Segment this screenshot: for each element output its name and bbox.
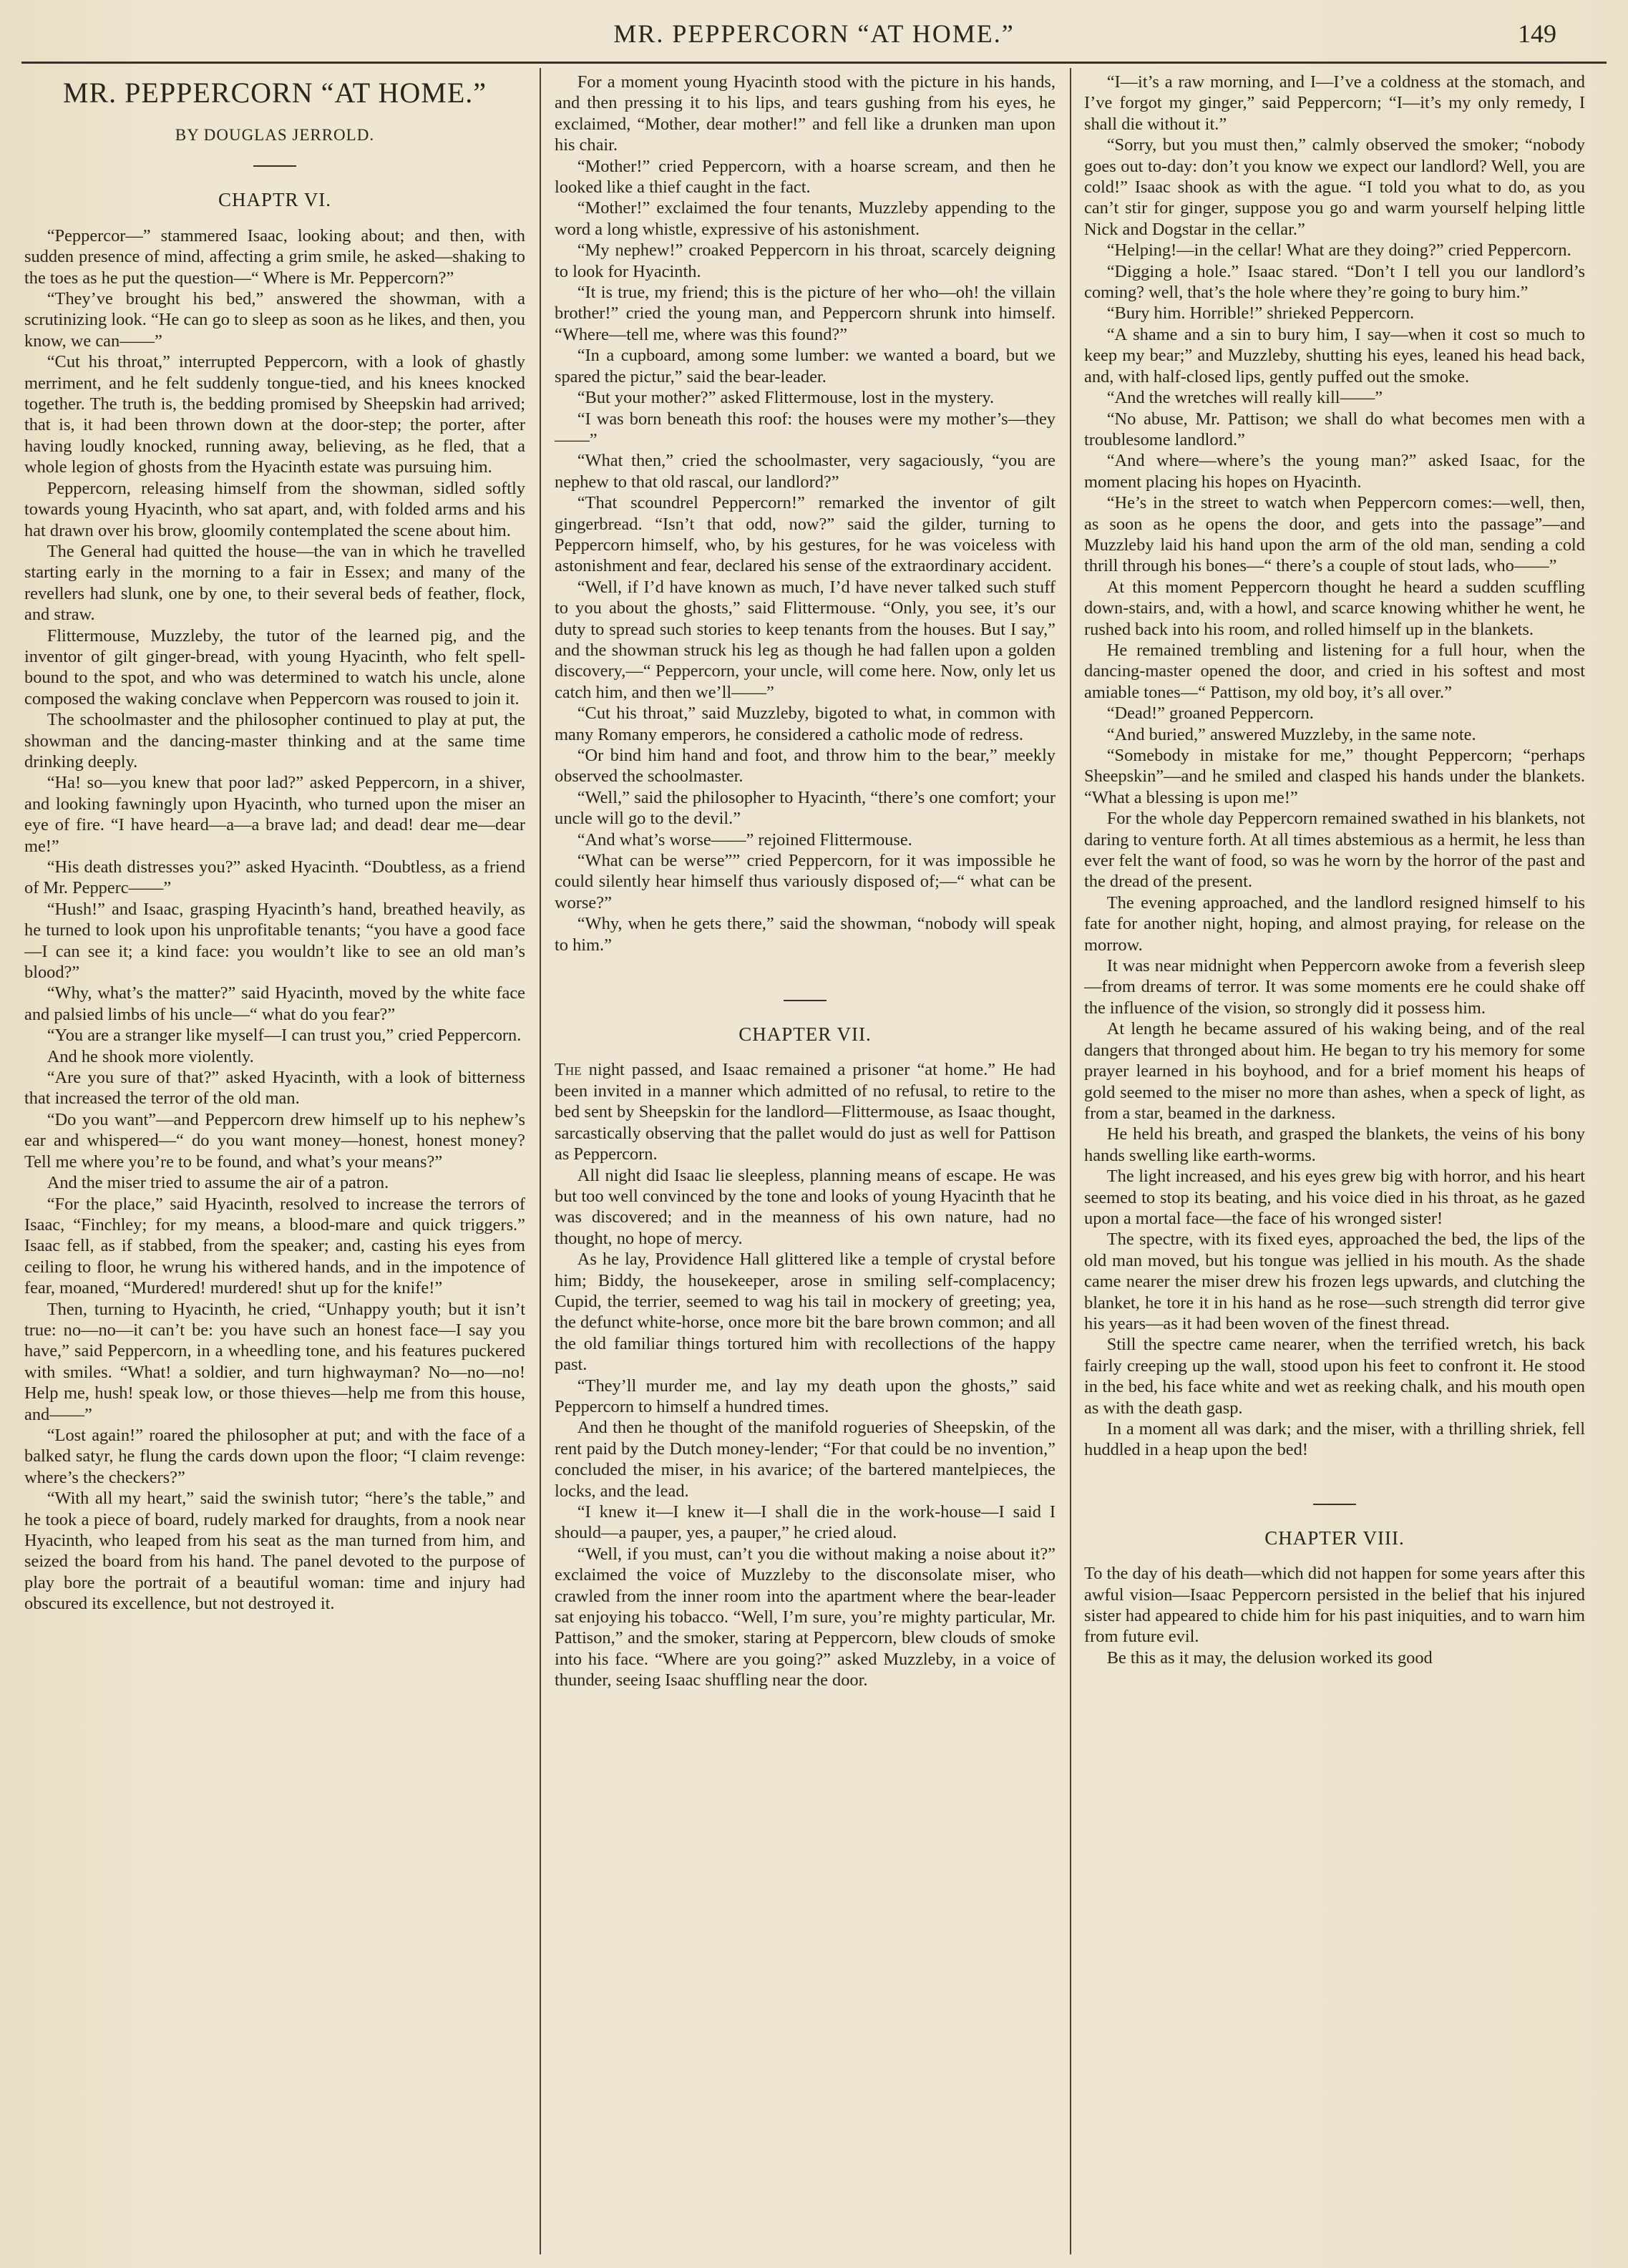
paragraph: “No abuse, Mr. Pattison; we shall do what becomes men with a troublesome landlord.” — [1084, 409, 1585, 449]
running-title: MR. PEPPERCORN “AT HOME.” — [613, 19, 1015, 48]
paragraph: “Ha! so—you knew that poor lad?” asked Peppercorn, in a shiver, and looking fawningly upon Hyacinth, who turned upon the miser an eye of fire. “I have heard—a—a brave lad; and dead! dear me—dear me!” — [24, 773, 525, 856]
paragraph: To the day of his death—which did not happen for some years after this awful vision—Isaac Peppercorn persisted in the belief that his injured sister had appeared to chide him for his past iniquities, and to warn him from future evil. — [1084, 1564, 1585, 1647]
chapter-heading: CHAPTER VII. — [739, 1023, 872, 1046]
paragraph: “His death distresses you?” asked Hyacinth. “Doubtless, as a friend of Mr. Pepperc——” — [24, 857, 525, 898]
paragraph: “Are you sure of that?” asked Hyacinth, with a look of bitterness that increased the terror of the old man. — [24, 1068, 525, 1109]
column-1-body — [24, 225, 525, 1615]
column-rule — [1070, 68, 1071, 2254]
paragraph: “And where—where’s the young man?” asked Isaac, for the moment placing his hopes on Hyacinth. — [1084, 451, 1585, 492]
paragraph: “What can be werse”” cried Peppercorn, for it was impossible he could silently hear himself thus variously disposed of;—“ what can be worse?” — [555, 851, 1056, 912]
paragraph: “I—it’s a raw morning, and I—I’ve a coldness at the stomach, and I’ve forgot my ginger,” said Peppercorn; “I—it’s my only remedy, I shall die without it.” — [1084, 72, 1585, 134]
paragraph: “They’ve brought his bed,” answered the showman, with a scrutinizing look. “He can go to sleep as soon as he likes, and then, you know, we can——” — [24, 289, 525, 351]
paragraph: It was near midnight when Peppercorn awoke from a feverish sleep—from dreams of terror. It was some moments ere he could shake off the influence of the vision, so strongly did it possess him. — [1084, 956, 1585, 1018]
column-2-body-bottom — [555, 1059, 1056, 1690]
column-2 — [555, 72, 1056, 2251]
paragraph: “I knew it—I knew it—I shall die in the work-house—I said I should—a pauper, yes, a pauper,” he cried aloud. — [555, 1502, 1056, 1543]
paragraph: The General had quitted the house—the van in which he travelled starting early in the morning to a fair in Essex; and many of the revellers had slunk, one by one, to their several beds of feather, flock, and straw. — [24, 541, 525, 625]
paragraph: “Why, what’s the matter?” said Hyacinth, moved by the white face and palsied limbs of his uncle—“ what do you fear?” — [24, 983, 525, 1024]
paragraph: And he shook more violently. — [47, 1046, 254, 1066]
paragraph: “It is true, my friend; this is the picture of her who—oh! the villain brother!” cried the young man, and Peppercorn shrunk into himself. “Where—tell me, where was this found?” — [555, 283, 1056, 344]
paragraph: “You are a stranger like myself—I can trust you,” cried Peppercorn. — [47, 1026, 522, 1046]
paragraph: He remained trembling and listening for a full hour, when the dancing-master opened the door, and cried in his softest and most amiable tones—“ Pattison, my old boy, it’s all over.” — [1084, 640, 1585, 702]
paragraph: “Somebody in mistake for me,” thought Peppercorn; “perhaps Sheepskin”—and he smiled and clasped his hands under the blankets. “What a blessing is upon me!” — [1084, 746, 1585, 807]
chapter-heading: CHAPTER VIII. — [1264, 1527, 1405, 1549]
paragraph: “Dead!” groaned Peppercorn. — [1106, 704, 1314, 724]
paragraph: For a moment young Hyacinth stood with the picture in his hands, and then pressing it to his lips, and tears gushing from his eyes, he exclaimed, “Mother, dear mother!” and fell like a drunken man upon his chair. — [555, 72, 1056, 155]
column-3-body-bottom — [1084, 1563, 1585, 1668]
section-rule — [784, 1000, 827, 1001]
paragraph: As he lay, Providence Hall glittered like a temple of crystal before him; Biddy, the housekeeper, arose in smiling self-complacency; Cupid, the terrier, seemed to wag his tail in mockery of greeting; yea, the defunct white-horse, once more bit the bare brown common; and all the old familiar things tortured him with recollections of the happy past. — [555, 1250, 1056, 1375]
paragraph: He held his breath, and grasped the blankets, the veins of his bony hands swelling like earth-worms. — [1084, 1124, 1585, 1165]
paragraph: The light increased, and his eyes grew big with horror, and his heart seemed to stop its beating, and his voice died in his throat, as he gazed upon a mortal face—the face of his wronged sister! — [1084, 1167, 1585, 1228]
paragraph: At length he became assured of his waking being, and of the real dangers that thronged about him. He began to try his memory for some prayer learned in his boyhood, and for a brief moment his heaps of gold seemed to the miser no more than ashes, when a speck of light, as from a star, beamed in the darkness. — [1084, 1019, 1585, 1123]
article-title: MR. PEPPERCORN “AT HOME.” — [62, 77, 487, 109]
page-number: 149 — [1518, 19, 1556, 48]
paragraph: “Cut his throat,” said Muzzleby, bigoted to what, in common with many Romany emperors, he considered a catholic mode of redress. — [555, 704, 1056, 744]
paragraph: “Do you want”—and Peppercorn drew himself up to his nephew’s ear and whispered—“ do you want money—honest, honest money? Tell me where you’re to be found, and what’s your means?” — [24, 1109, 525, 1172]
paragraph: And the miser tried to assume the air of a patron. — [47, 1173, 389, 1193]
paragraph: “Hush!” and Isaac, grasping Hyacinth’s hand, breathed heavily, as he turned to look upon his unprofitable tenants; “you have a good face—I can see it; a kind face: you wouldn’t like to see an old man’s blood?” — [24, 899, 525, 983]
paragraph: “Cut his throat,” interrupted Peppercorn, with a look of ghastly merriment, and he felt suddenly tongue-tied, and his knees knocked together. The truth is, the bedding promised by Sheepskin had arrived; that is, it had been thrown down at the door-step; the porter, after having loudly knocked, running away, believing, as he fled, that a whole legion of ghosts from the Hyacinth estate was pursuing him. — [24, 352, 525, 477]
paragraph: “What then,” cried the schoolmaster, very sagaciously, “you are nephew to that old rascal, our landlord?” — [555, 451, 1056, 492]
paragraph: “That scoundrel Peppercorn!” remarked the inventor of gilt gingerbread. “Isn’t that odd, now?” said the gilder, turning to Peppercorn himself, who, by his gestures, for he was voiceless with astonishment and fear, declared his sense of the extraordinary accident. — [555, 493, 1056, 576]
column-1 — [24, 72, 525, 2251]
paragraph: “For the place,” said Hyacinth, resolved to increase the terrors of Isaac, “Finchley; for my means, a blood-mare and quick triggers.” Isaac fell, as if stabbed, from the speaker; and, casting his eyes from ceiling to floor, he wrung his withered hands, and in the impotence of fear, moaned, “Murdered! murdered! shut up for the knife!” — [24, 1194, 525, 1298]
paragraph: The spectre, with its fixed eyes, approached the bed, the lips of the old man moved, but his tongue was jellied in his mouth. As the shade came nearer the miser drew his frozen legs upwards, and clutching the blanket, he tore it in his hand as he rose—such strength did terror give his years—as it had been woven of the finest thread. — [1084, 1230, 1585, 1333]
paragraph: “And buried,” answered Muzzleby, in the same note. — [1106, 724, 1476, 744]
chapter-heading: CHAPTR VI. — [218, 189, 332, 211]
paragraph: Peppercorn, releasing himself from the showman, sidled softly towards young Hyacinth, who sat apart, and, with folded arms and his hat drawn over his brow, gloomily contemplated the scene about him. — [24, 478, 525, 540]
paragraph: In a moment all was dark; and the miser, with a thrilling shriek, fell huddled in a heap upon the bed! — [1084, 1419, 1585, 1460]
section-rule — [253, 165, 296, 167]
paragraph: “He’s in the street to watch when Peppercorn comes:—well, then, as soon as he opens the door, and gets into the passage”—and Muzzleby laid his hand upon the arm of the old man, sending a cold thrill through his bones—“ there’s a couple of stout lads, who——” — [1084, 493, 1585, 576]
paragraph: For the whole day Peppercorn remained swathed in his blankets, not daring to venture forth. At all times abstemious as a hermit, he less than ever felt the want of food, so was he worn by the horror of the past and the dread of the present. — [1084, 809, 1585, 892]
paragraph: “A shame and a sin to bury him, I say—when it cost so much to keep my bear;” and Muzzleby, shutting his eyes, leaned his head back, and, with half-closed lips, gently puffed out the smoke. — [1084, 324, 1585, 386]
paragraph: “They’ll murder me, and lay my death upon the ghosts,” said Peppercorn to himself a hundred times. — [555, 1376, 1056, 1416]
paragraph: “Helping!—in the cellar! What are they doing?” cried Peppercorn. — [1106, 240, 1571, 261]
column-rule — [540, 68, 541, 2254]
column-2-body-top — [555, 72, 1056, 955]
paragraph: At this moment Peppercorn thought he heard a sudden scuffling down-stairs, and, with a howl, and scarce knowing whither he went, he rushed back into his room, and rolled himself up in the blankets. — [1084, 577, 1585, 639]
paragraph — [555, 1059, 1056, 1164]
paragraph: Flittermouse, Muzzleby, the tutor of the learned pig, and the inventor of gilt ginger-bread, with young Hyacinth, who felt spell-bound to the spot, and who was determined to watch his uncle, alone composed the waking conclave when Peppercorn was roused to join it. — [24, 626, 525, 709]
paragraph: Still the spectre came nearer, when the terrified wretch, his back fairly creeping up the wall, stood upon his feet to confront it. He stood in the bed, his face white and wet as reeking chalk, and his mouth open as with the death gasp. — [1084, 1335, 1585, 1418]
paragraph: “Why, when he gets there,” said the showman, “nobody will speak to him.” — [555, 914, 1056, 955]
paragraph: Then, turning to Hyacinth, he cried, “Unhappy youth; but it isn’t true: no—no—it can’t be: you have such an honest face—I say you have,” said Peppercorn, in a wheedling tone, and his features puckered with smiles. “What! a soldier, and turn highwayman? No—no—no! Help me, hush! speak low, or those thieves—help me from this house, and——” — [24, 1299, 525, 1424]
drop-word: The — [555, 1060, 582, 1080]
paragraph: “But your mother?” asked Flittermouse, lost in the mystery. — [577, 388, 995, 408]
paragraph: “Lost again!” roared the philosopher at put; and with the face of a balked satyr, he flung the cards down upon the floor; “I claim revenge: where’s the checkers?” — [24, 1425, 525, 1487]
paragraph: “Or bind him hand and foot, and throw him to the bear,” meekly observed the schoolmaster. — [555, 746, 1056, 787]
paragraph: Be this as it may, the delusion worked its good — [1106, 1648, 1433, 1668]
paragraph: “My nephew!” croaked Peppercorn in his throat, scarcely deigning to look for Hyacinth. — [555, 240, 1056, 281]
paragraph: “Well, if you must, can’t you die without making a noise about it?” exclaimed the voice of Muzzleby to the disconsolate miser, who crawled from the inner room into the apartment where the bear-leader sat enjoying his tobacco. “Well, I’m sure, you’re mighty particular, Mr. Pattison,” and the smoker, staring at Peppercorn, blew clouds of smoke into his face. “Where are you going?” asked Muzzleby, in a voice of thunder, seeing Isaac shuffling near the door. — [555, 1544, 1056, 1690]
paragraph: The evening approached, and the landlord resigned himself to his fate for another night, hoping, and almost praying, for release on the morrow. — [1084, 892, 1585, 955]
running-head — [29, 10, 1599, 60]
paragraph-text: night passed, and Isaac remained a prisoner “at home.” He had been invited in a manner which admitted of no refusal, to retire to the bed sent by Sheepskin for the landlord—Flittermouse, as Isaac thought, sarcastically observing that the pallet would do just as well for Pattison as Peppercorn. — [555, 1060, 1056, 1164]
paragraph: All night did Isaac lie sleepless, planning means of escape. He was but too well convinced by the tone and looks of young Hyacinth that he was discovered; and in the meanness of his own nature, had no thought, no hope of mercy. — [555, 1165, 1056, 1248]
paragraph: “Bury him. Horrible!” shrieked Peppercorn. — [1106, 303, 1415, 323]
paragraph: “Digging a hole.” Isaac stared. “Don’t I tell you our landlord’s coming? well, that’s the hole where they’re going to bury him.” — [1084, 261, 1585, 303]
paragraph: “And the wretches will really kill——” — [1106, 388, 1383, 408]
paragraph: “Sorry, but you must then,” calmly observed the smoker; “nobody goes out to-day: don’t you know we expect our landlord? Well, you are cold!” Isaac shook as with the ague. “I told you what to do, as you can’t stir for ginger, suppose you go and warm yourself helping little Nick and Dogstar in the cellar.” — [1084, 135, 1585, 239]
paragraph: And then he thought of the manifold rogueries of Sheepskin, of the rent paid by the Dutch money-lender; “For that could be no invention,” concluded the miser, in his avarice; of the bartered mantelpieces, the locks, and the lead. — [555, 1418, 1056, 1501]
paragraph: The schoolmaster and the philosopher continued to play at put, the showman and the dancing-master thinking and at the same time drinking deeply. — [24, 710, 525, 772]
paragraph: “In a cupboard, among some lumber: we wanted a board, but we spared the pictur,” said the bear-leader. — [555, 346, 1056, 386]
paragraph: “I was born beneath this roof: the houses were my mother’s—they——” — [555, 409, 1056, 449]
paragraph: “Well,” said the philosopher to Hyacinth, “there’s one comfort; your uncle will go to the devil.” — [555, 787, 1056, 829]
paragraph: “Peppercor—” stammered Isaac, looking about; and then, with sudden presence of mind, affecting a grim smile, he asked—shaking to the toes as he put the question—“ Where is Mr. Peppercorn?” — [24, 225, 525, 288]
column-3-body-top — [1084, 72, 1585, 1461]
column-3 — [1084, 72, 1585, 2251]
paragraph: “Mother!” cried Peppercorn, with a hoarse scream, and then he looked like a thief caught in the fact. — [555, 156, 1056, 198]
paragraph: “With all my heart,” said the swinish tutor; “here’s the table,” and he took a piece of board, rudely marked for draughts, from a nook near Hyacinth, who leaped from his seat as the man turned from him, and seized the board from his hand. The panel devoted to the purpose of play bore the portrait of a beautiful woman: time and injury had obscured its excellence, but not destroyed it. — [24, 1489, 525, 1614]
header-rule — [21, 62, 1607, 64]
paragraph: “And what’s worse——” rejoined Flittermouse. — [577, 829, 912, 850]
paragraph: “Mother!” exclaimed the four tenants, Muzzleby appending to the word a long whistle, expressive of his astonishment. — [555, 198, 1056, 239]
paragraph: “Well, if I’d have known as much, I’d have never talked such stuff to you about the ghosts,” said Flittermouse. “Only, you see, it’s our duty to spread such stories to keep tenants from the houses. But I say,” and the showman struck his leg as though he had fallen upon a golden discovery,—“ Peppercorn, your uncle, will come here. Now, only let us catch him, and then we’ll——” — [555, 577, 1056, 702]
byline: BY DOUGLAS JERROLD. — [175, 126, 375, 144]
section-rule — [1313, 1504, 1356, 1505]
